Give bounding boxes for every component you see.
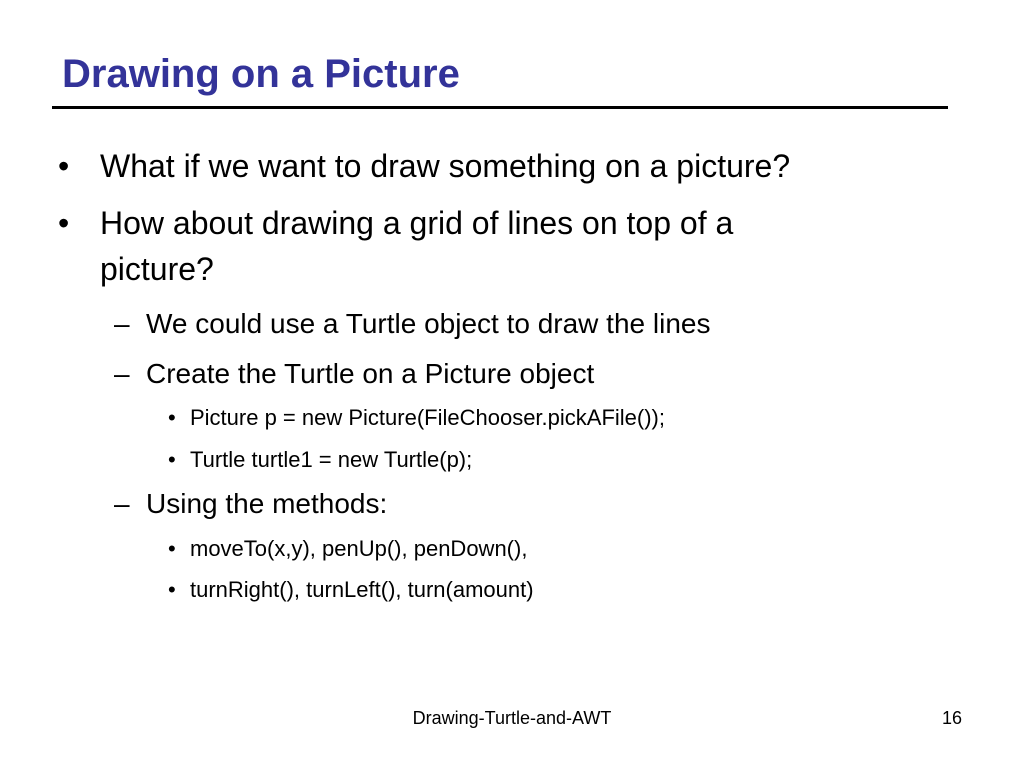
bullet-marker: • xyxy=(58,205,70,241)
sub-bullet-text: We could use a Turtle object to draw the lines xyxy=(146,308,711,339)
bullet-marker: • xyxy=(168,577,176,602)
dash-marker: – xyxy=(114,308,130,339)
sub-sub-bullet-item xyxy=(168,405,665,432)
bullet-marker: • xyxy=(58,148,70,184)
dash-marker: – xyxy=(114,488,130,519)
bullet-item xyxy=(58,147,791,186)
sub-bullet-text: Using the methods: xyxy=(146,488,388,519)
page-number: 16 xyxy=(941,708,962,728)
sub-bullet-item xyxy=(114,307,711,341)
code-text: Turtle turtle1 = new Turtle(p); xyxy=(190,447,473,472)
footer-text: Drawing-Turtle-and-AWT xyxy=(412,708,612,728)
bullet-item xyxy=(58,204,734,243)
sub-sub-bullet-item xyxy=(168,447,473,474)
code-text: Picture p = new Picture(FileChooser.pickAFile()); xyxy=(190,405,665,430)
dash-marker: – xyxy=(114,358,130,389)
bullet-text: picture? xyxy=(100,251,214,287)
sub-bullet-item xyxy=(114,357,595,391)
bullet-marker: • xyxy=(168,405,176,430)
sub-sub-bullet-item xyxy=(168,577,534,604)
bullet-text: What if we want to draw something on a picture? xyxy=(100,148,791,184)
bullet-text: How about drawing a grid of lines on top of a xyxy=(100,205,734,241)
sub-bullet-text: Create the Turtle on a Picture object xyxy=(146,358,595,389)
sub-sub-bullet-item xyxy=(168,536,528,563)
bullet-continuation xyxy=(100,250,214,289)
method-text: moveTo(x,y), penUp(), penDown(), xyxy=(190,536,528,561)
slide-title: Drawing on a Picture xyxy=(62,52,460,96)
bullet-marker: • xyxy=(168,536,176,561)
bullet-marker: • xyxy=(168,447,176,472)
sub-bullet-item xyxy=(114,487,388,521)
method-text: turnRight(), turnLeft(), turn(amount) xyxy=(190,577,534,602)
